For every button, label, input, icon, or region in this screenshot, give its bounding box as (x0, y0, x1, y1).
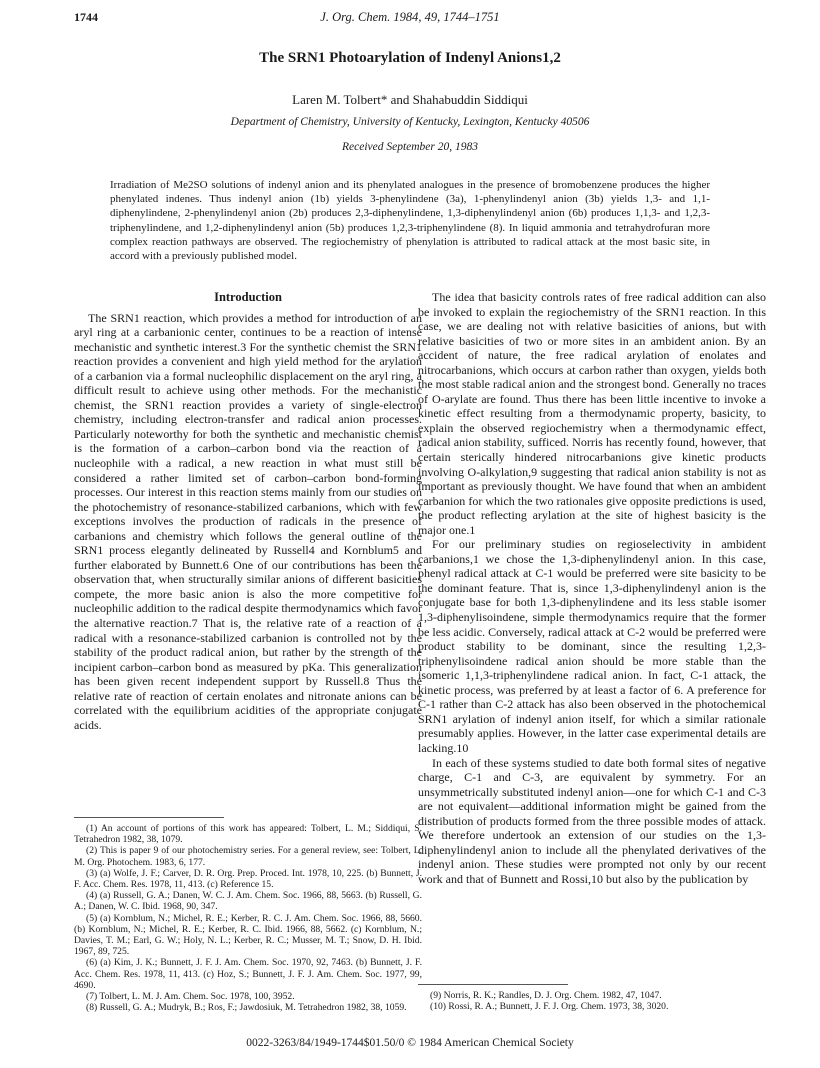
paper-title: The SRN1 Photoarylation of Indenyl Anions1,2 (259, 50, 561, 66)
paragraph: For our preliminary studies on regioselectivity in ambident carbanions,1 we chose the 1,3-diphenylindenyl anion. In this case, phenyl radical attack at C-1 would be preferred were site basicity to be the dominant feature. That is, since 1,3-diphenylindenyl anion is the conjugate base for both 1,3-diphenylindene and its less stable isomer 1,3-diphenylisoindene, simple thermodynamics require that the former be less acidic. Conversely, radical attack at C-2 would be preferred were product stability to be dominant, since the resulting 1,2,3-triphenylisoindene radical anion should be more stable than the isomeric 1,1,3-triphenylindene radical anion. In fact, C-1 attack, the kinetic process, was preferred by at least a factor of 6. A preference for C-1 rather than C-2 attack has also been observed in the photochemical SRN1 arylation of indenyl anion itself, for which a similar rationale presumably applies. However, in the latter case experimental details are lacking.10 (418, 537, 766, 755)
footnote: (5) (a) Kornblum, N.; Michel, R. E.; Kerber, R. C. J. Am. Chem. Soc. 1966, 88, 5660. (b) Kornblum, N.; Michel, R. E.; Kerber, R. C. Ibid. 1966, 88, 5662. (c) Kornblum, N.; Davies, T. M.; Earl, G. W.; Holy, N. L.; Kerber, R. C.; Musser, M. T.; Snow, D. H. Ibid. 1967, 89, 725. (74, 912, 422, 958)
received-date: Received September 20, 1983 (341, 141, 479, 153)
copyright-footer: 0022-3263/84/1949-1744$01.50/0 © 1984 American Chemical Society (246, 1037, 574, 1049)
section-heading: Introduction (214, 290, 282, 304)
paragraph: The idea that basicity controls rates of free radical addition can also be invoked to explain the regiochemistry of the SRN1 reaction. In this case, we are dealing not with relative basicities of anions, but with relative basicities of two or more sites in an ambident anion. By an accident of nature, the free radical arylation of enolates and nitrocarbanions, which occurs at carbon rather than oxygen, yields both the most stable radical anion and the strongest bond. Generally no traces of O-arylate are found. Thus there has been little incentive to invoke a kinetic effect resulting from a thermodynamic property, basicity, to explain the observed regiochemistry when a thermodynamic effect, radical anion stability, sufficed. Norris has recently found, however, that certain sterically hindered nitrocarbanions give kinetic products involving O-alkylation,9 suggesting that radical anion stability is not as important as previously thought. We have found that when an ambident carbanion for which the two rationales give opposite predictions is used, the product reflecting arylation at the site of highest basicity is the major one.1 (418, 290, 766, 537)
footnote: (4) (a) Russell, G. A.; Danen, W. C. J. Am. Chem. Soc. 1966, 88, 5663. (b) Russell, G. A.; Danen, W. C. Ibid. 1968, 90, 347. (74, 890, 422, 913)
footnote: (3) (a) Wolfe, J. F.; Carver, D. R. Org. Prep. Proced. Int. 1978, 10, 225. (b) Bunnett, J. F. Acc. Chem. Res. 1978, 11, 413. (c) Reference 15. (74, 867, 422, 891)
footnote: (2) This is paper 9 of our photochemistry series. For a general review, see: Tolbert, L. M. Org. Photochem. 1983, 6, 177. (74, 845, 422, 868)
footnote-divider (418, 984, 568, 985)
authors: Laren M. Tolbert* and Shahabuddin Siddiqui (292, 92, 528, 107)
paragraph: In each of these systems studied to date both formal sites of negative charge, C-1 and C-3, are equivalent by symmetry. For an unsymmetrically substituted indenyl anion—one for which C-1 and C-3 are not equivalent—additional information might be gained from the distribution of products formed from the three possible modes of attack. We therefore undertook an extension of our studies on the 1,3-diphenylindenyl anion to include all the phenylated derivatives of the indenyl anion. These studies were prompted not only by our recent work and that of Bunnett and Rossi,10 but also by the publication by (418, 755, 766, 886)
affiliation: Department of Chemistry, University of Kentucky, Lexington, Kentucky 40506 (230, 116, 590, 128)
footnote: (10) Rossi, R. A.; Bunnett, J. F. J. Org. Chem. 1973, 38, 3020. (430, 1001, 669, 1013)
right-column (418, 290, 766, 886)
journal-citation: J. Org. Chem. 1984, 49, 1744–1751 (320, 10, 500, 24)
left-column (74, 290, 422, 732)
footnote-divider (74, 817, 224, 818)
footnote: (6) (a) Kim, J. K.; Bunnett, J. F. J. Am. Chem. Soc. 1970, 92, 7463. (b) Bunnett, J. F. Acc. Chem. Res. 1978, 11, 413. (c) Hoz, S.; Bunnett, J. F. J. Am. Chem. Soc. 1977, 99, 4690. (74, 957, 422, 991)
footnotes-right (418, 990, 766, 1012)
footnote: (1) An account of portions of this work has appeared: Tolbert, L. M.; Siddiqui, S. Tetrahedron 1982, 38, 1079. (74, 823, 422, 846)
abstract: Irradiation of Me2SO solutions of indenyl anion and its phenylated analogues in the presence of bromobenzene produces the higher phenylated indenes. Thus indenyl anion (1b) yields 3-phenylindene (3a), 1-phenylindenyl anion (3b) yields 1,3- and 1,1-diphenylindene, 2-phenylindenyl anion (2b) produces 2,3-diphenylindene, 1,3-diphenylindenyl anion (6b) produces 1,1,3- and 1,2,3-triphenylindene, and 1,2-diphenylindenyl anion (5b) produces 1,2,3-triphenylindene (8). In liquid ammonia and tetrahydrofuran more complex reaction pathways are observed. The regiochemistry of phenylation is attributed to radical attack at the most basic site, in accord with a previously published model. (110, 179, 710, 263)
footnotes-left (74, 823, 422, 1013)
paragraph: The SRN1 reaction, which provides a method for introduction of an aryl ring at a carbanionic center, continues to be a reaction of intense mechanistic and synthetic interest.3 For the synthetic chemist the SRN1 reaction provides a convenient and high yield method for the arylation of a carbanion via a formal nucleophilic displacement on the aryl ring, a difficult result to achieve using other methods. For the mechanistic chemist, the SRN1 reaction provides a variety of single-electron chemistry, including electron-transfer and radical anion processes. Particularly noteworthy for both the synthetic and mechanistic chemist is the formation of a carbon–carbon bond via the reaction of a nucleophile with a radical, a new reaction in what must still be considered a rather limited set of carbon–carbon bond-forming processes. Our interest in this reaction stems mainly from our studies on the photochemistry of resonance-stabilized carbanions, which with few exceptions involves the production of radicals in the presence of carbanions and chemistry which follows the general outline of the SRN1 process elegantly delineated by Russell4 and Kornblum5 and further elaborated by Bunnett.6 One of our contributions has been the observation that, when structurally similar anions of different basicities compete, the more basic anion is also the more competitive for nucleophilic addition to the radical despite thermodynamics which favor the alternative reaction.7 That is, the relative rate of a reaction of a radical with a resonance-stabilized carbanion is controlled not by the stability of the product radical anion, but rather by the strength of the incipient carbon–carbon bond as measured by pKa. This generalization has been given recent independent support by Russell.8 Thus the relative rate of reaction of certain enolates and nitronate anions can be correlated with the equilibrium acidities of the appropriate conjugate acids. (74, 310, 422, 732)
footnote: (7) Tolbert, L. M. J. Am. Chem. Soc. 1978, 100, 3952. (86, 991, 295, 1003)
page-number: 1744 (74, 10, 98, 24)
footnote: (9) Norris, R. K.; Randles, D. J. Org. Chem. 1982, 47, 1047. (430, 990, 662, 1001)
footnote: (8) Russell, G. A.; Mudryk, B.; Ros, F.; Jawdosiuk, M. Tetrahedron 1982, 38, 1059. (86, 1002, 407, 1014)
